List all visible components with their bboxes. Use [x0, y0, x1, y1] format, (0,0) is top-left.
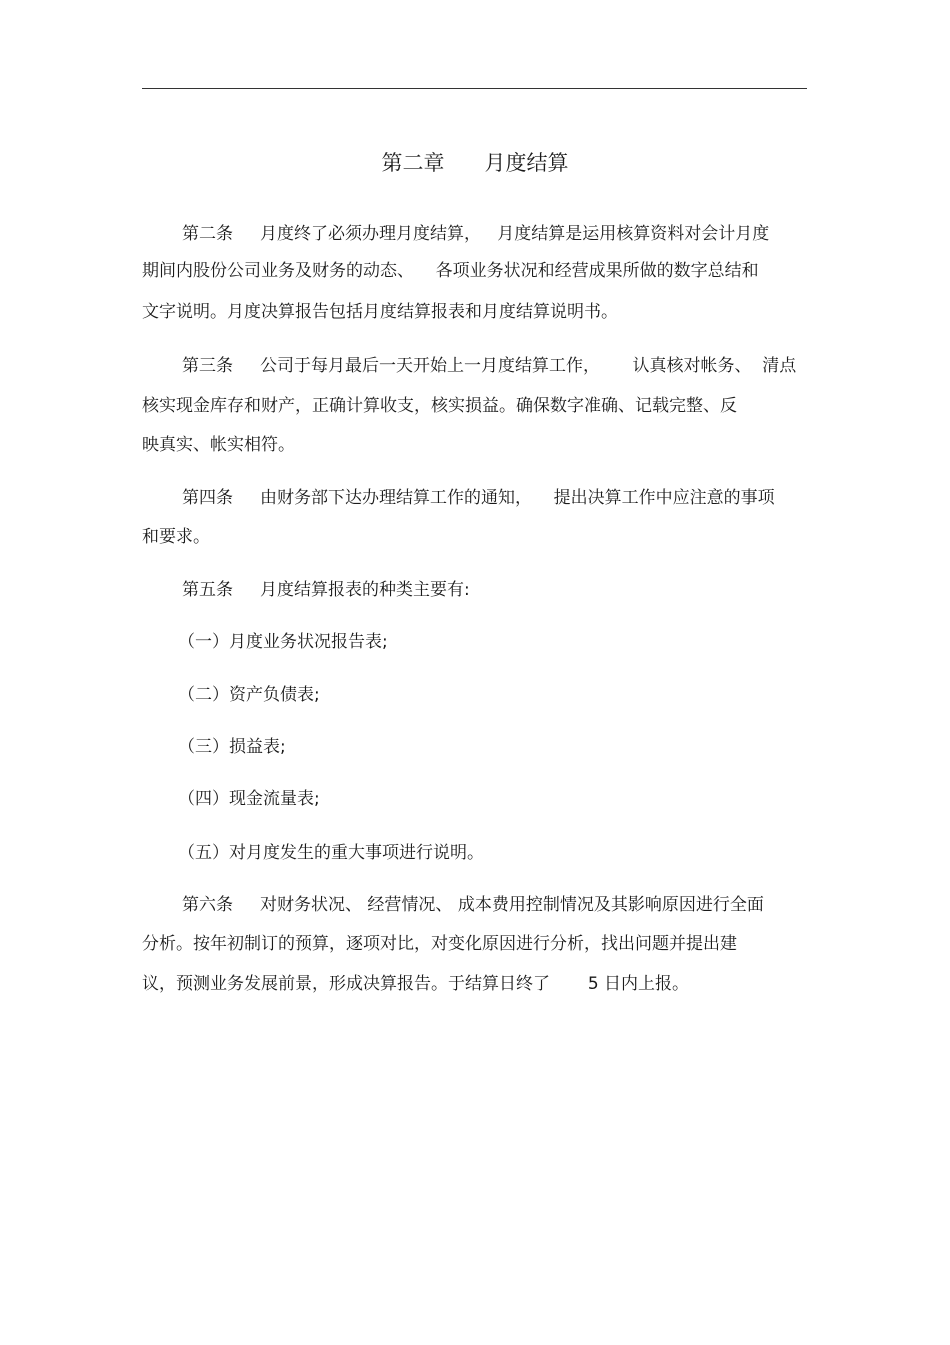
list-item: （二）资产负债表; [178, 685, 320, 705]
list-item: （五）对月度发生的重大事项进行说明。 [178, 843, 484, 863]
article-6-line-1: 第六条 对财务状况、 经营情况、 成本费用控制情况及其影响原因进行全面 [182, 895, 764, 915]
article-3-line-3: 映真实、帐实相符。 [142, 435, 295, 455]
article-6-line-3: 议，预测业务发展前景，形成决算报告。于结算日终了 5 日内上报。 [142, 974, 690, 994]
article-5-line-1: 第五条 月度结算报表的种类主要有: [182, 580, 470, 600]
list-item: （四）现金流量表; [178, 789, 320, 809]
header-rule [142, 88, 807, 89]
article-4-line-1: 第四条 由财务部下达办理结算工作的通知， 提出决算工作中应注意的事项 [182, 488, 775, 508]
article-3-line-2: 核实现金库存和财产，正确计算收支，核实损益。确保数字准确、记载完整、反 [142, 396, 737, 416]
list-item: （一）月度业务状况报告表; [178, 632, 388, 652]
chapter-title: 第二章 月度结算 [381, 151, 569, 175]
article-2-line-3: 文字说明。月度决算报告包括月度结算报表和月度结算说明书。 [142, 302, 618, 322]
article-3-line-1: 第三条 公司于每月最后一天开始上一月度结算工作， 认真核对帐务、 清点 [182, 356, 797, 376]
list-item: （三）损益表; [178, 737, 286, 757]
article-2-line-2: 期间内股份公司业务及财务的动态、 各项业务状况和经营成果所做的数字总结和 [142, 261, 759, 281]
article-2-line-1: 第二条 月度终了必须办理月度结算， 月度结算是运用核算资料对会计月度 [182, 224, 770, 244]
article-4-line-2: 和要求。 [142, 527, 210, 547]
article-6-line-2: 分析。按年初制订的预算，逐项对比，对变化原因进行分析，找出问题并提出建 [142, 934, 737, 954]
